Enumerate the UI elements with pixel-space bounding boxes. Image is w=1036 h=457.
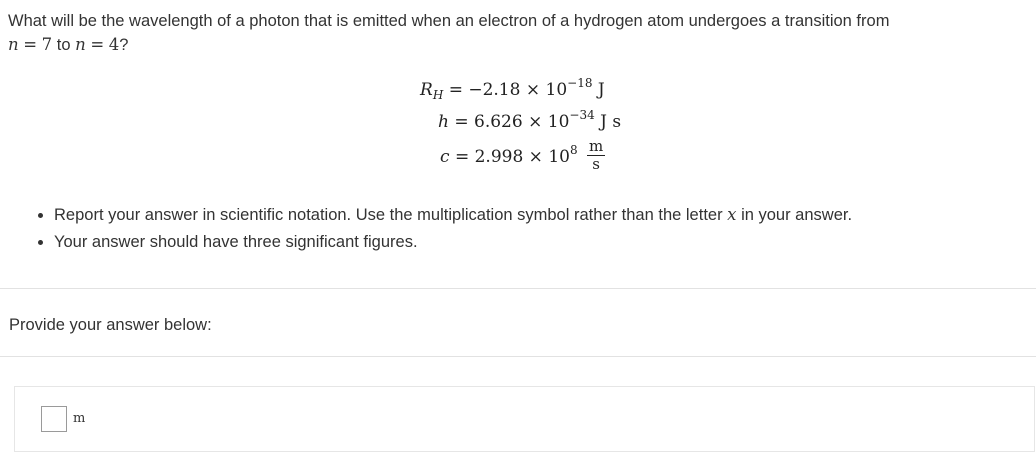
equals-sign-2: = bbox=[90, 35, 105, 54]
answer-prompt: Provide your answer below: bbox=[9, 316, 212, 334]
rh-mantissa: −2.18 bbox=[468, 80, 521, 100]
h-base: 10 bbox=[547, 112, 570, 132]
rh-equals: = bbox=[448, 80, 463, 100]
answer-container bbox=[14, 386, 1035, 452]
divider-bottom bbox=[0, 356, 1036, 357]
n-initial-value: 7 bbox=[41, 35, 53, 54]
to-word: to bbox=[56, 36, 71, 54]
c-equation bbox=[440, 137, 605, 184]
h-symbol: h bbox=[438, 112, 449, 132]
rh-times: × bbox=[525, 80, 541, 100]
c-equals: = bbox=[454, 147, 470, 167]
h-equals: = bbox=[454, 112, 469, 132]
c-exponent: 8 bbox=[569, 143, 578, 157]
question-mark: ? bbox=[119, 36, 129, 54]
instruction-1-after: in your answer. bbox=[741, 206, 853, 224]
n-final-value: 4 bbox=[108, 35, 120, 54]
answer-input[interactable] bbox=[41, 406, 67, 432]
c-unit-denominator: s bbox=[592, 155, 600, 173]
question-text-before: What will be the wavelength of a photon that is emitted when an electron of a hydrogen atom undergoes a transition from bbox=[8, 12, 890, 30]
question-text bbox=[8, 10, 1036, 57]
rh-base: 10 bbox=[545, 80, 568, 100]
divider-top bbox=[0, 288, 1036, 289]
h-exponent: −34 bbox=[569, 108, 595, 122]
c-unit-numerator: m bbox=[589, 137, 604, 155]
instructions-list bbox=[30, 201, 852, 256]
instruction-item-2: • Your answer should have three significant figures. bbox=[54, 229, 852, 256]
h-times: × bbox=[528, 112, 543, 132]
rh-exponent: −18 bbox=[567, 76, 593, 90]
rh-unit: J bbox=[597, 80, 605, 100]
rh-subscript: H bbox=[432, 88, 444, 102]
h-mantissa: 6.626 bbox=[474, 112, 523, 132]
c-symbol: c bbox=[440, 147, 450, 167]
instruction-1-var: x bbox=[727, 205, 737, 224]
h-unit: J s bbox=[600, 112, 622, 132]
n-variable-2: n bbox=[75, 35, 86, 54]
answer-unit: m bbox=[73, 411, 86, 426]
instruction-item-1 bbox=[54, 201, 852, 229]
n-variable: n bbox=[8, 35, 19, 54]
c-mantissa: 2.998 bbox=[474, 147, 524, 167]
c-unit-fraction bbox=[587, 138, 605, 173]
h-equation bbox=[438, 108, 622, 140]
c-base: 10 bbox=[548, 147, 570, 167]
rh-symbol: R bbox=[420, 80, 433, 100]
equals-sign: = bbox=[23, 35, 38, 54]
instruction-1-before: Report your answer in scientific notation. Use the multiplication symbol rather than the letter bbox=[54, 206, 723, 224]
c-times: × bbox=[528, 147, 543, 167]
rh-equation bbox=[420, 76, 605, 108]
